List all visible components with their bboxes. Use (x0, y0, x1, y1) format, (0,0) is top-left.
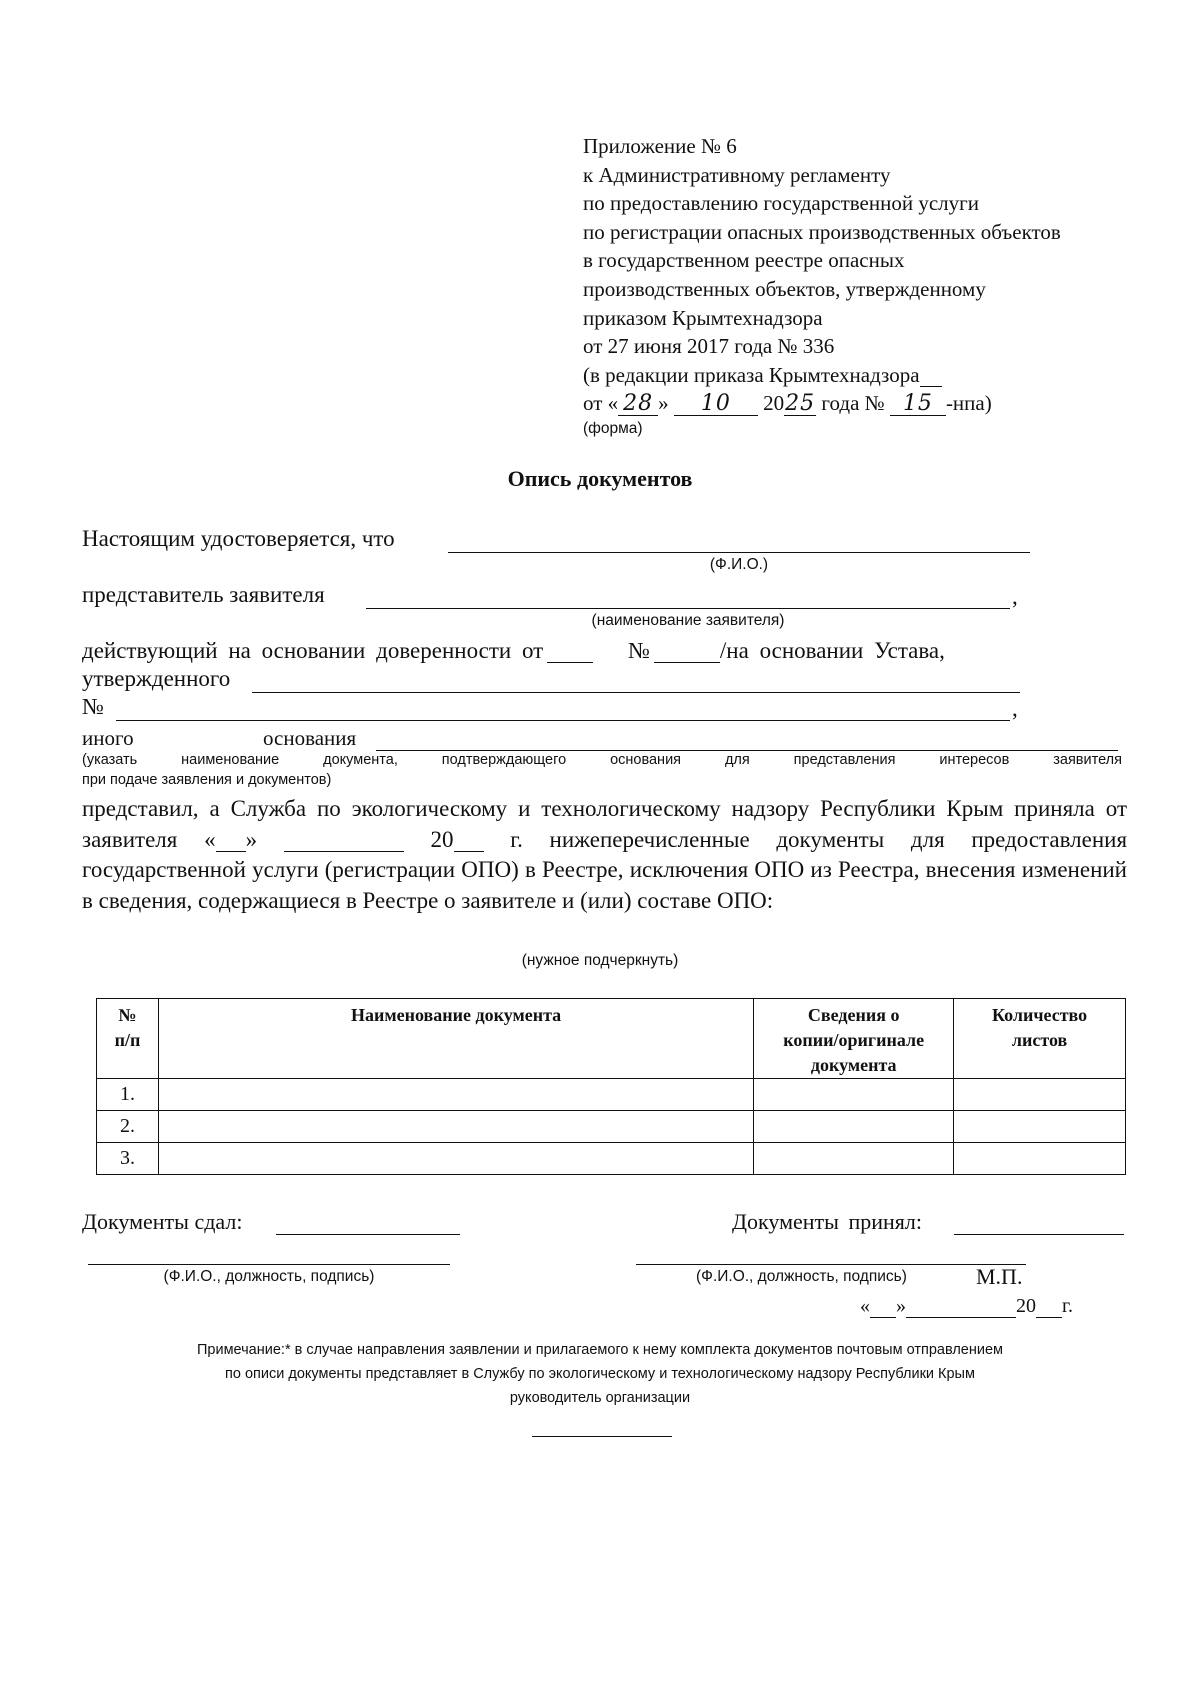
footnote-line: по описи документы представляет в Службу по экологическому и технологическому надзору Республики Крым (225, 1366, 975, 1382)
other-word-2: основания (263, 726, 357, 750)
row-number: 2. (97, 1111, 159, 1143)
order-year-prefix: 20 (763, 391, 785, 416)
documents-table (96, 998, 1126, 1175)
header-line: в государственном реестре опасных (583, 248, 905, 273)
attorney-date-field[interactable] (547, 640, 593, 663)
header-line: производственных объектов, утвержденному (583, 276, 986, 301)
order-suffix: -нпа) (945, 391, 992, 416)
table-row (97, 1079, 1126, 1111)
document-name-cell[interactable] (158, 1111, 753, 1143)
date-day-field[interactable] (870, 1295, 896, 1318)
other-word-1: иного (82, 726, 134, 750)
submitted-label: Документы сдал: (82, 1209, 243, 1234)
order-year: 25 (785, 391, 816, 417)
header-line: по регистрации опасных производственных объектов (583, 219, 1061, 244)
sheets-count-cell[interactable] (954, 1079, 1126, 1111)
order-mid: » (658, 391, 669, 416)
order-date-line (583, 389, 1163, 418)
accepted-fio-line[interactable] (636, 1264, 1026, 1265)
order-num-label: года № (821, 391, 885, 416)
copy-original-cell[interactable] (754, 1111, 954, 1143)
number-sign: № (627, 638, 650, 663)
paragraph-part-1: представил, а Служба по экологическому и технологическому надзору Республики Крым приняла от заявителя « (82, 796, 1127, 852)
charter-text: /на основании Устава, (719, 638, 945, 663)
order-month: 10 (674, 393, 758, 416)
footnote-line: Примечание:* в случае направления заявлении и прилагаемого к нему комплекта документов почтовым отправлением (196, 1342, 1004, 1358)
col-copy-header-line2: копии/оригинале (783, 1030, 925, 1050)
number-label: № (82, 694, 104, 719)
footnote (0, 1338, 1200, 1410)
copy-original-cell[interactable] (754, 1079, 954, 1111)
accepted-label: Документы принял: (732, 1209, 922, 1234)
footnote-line: руководитель организации (509, 1390, 691, 1406)
copy-original-cell[interactable] (754, 1143, 954, 1175)
date-suffix: г. (1062, 1295, 1073, 1317)
header-block (583, 132, 1163, 440)
row-number: 3. (97, 1143, 159, 1175)
fio-line[interactable] (448, 552, 1030, 553)
basis-note: (указать наименование документа, подтверждающего основания для представления интересов заявителя (82, 752, 1122, 768)
accepted-caption: (Ф.И.О., должность, подпись) (696, 1268, 907, 1285)
accept-month-field[interactable] (284, 829, 404, 852)
col-copy-header-line1: Сведения о (807, 1005, 900, 1025)
col-number-header-line2: п/п (114, 1030, 141, 1050)
paragraph-part-4: г. нижеперечисленные документы для предоставления государственной услуги (регистрации ОПО) в Реестре, исключения ОПО из Реестра, внесения изменений в сведения, содержащиеся в Реестре о заявителе и (или) составе ОПО: (82, 826, 1128, 913)
submitted-caption: (Ф.И.О., должность, подпись) (163, 1268, 375, 1285)
header-line: по предоставлению государственной услуги (583, 191, 979, 216)
accept-day-field[interactable] (216, 829, 246, 852)
accepted-signature-line[interactable] (954, 1234, 1124, 1235)
acceptance-date (860, 1295, 1073, 1318)
date-month-field[interactable] (906, 1295, 1016, 1318)
date-year: 20 (1016, 1295, 1036, 1317)
submitted-fio-line[interactable] (88, 1264, 450, 1265)
table-row (97, 1111, 1126, 1143)
basis-note-2: при подаче заявления и документов) (82, 772, 332, 788)
header-line (583, 361, 1163, 390)
paragraph-part-2: » (245, 826, 258, 852)
date-year-field[interactable] (1036, 1295, 1062, 1318)
order-prefix: от « (583, 391, 619, 416)
approved-line[interactable] (252, 692, 1020, 693)
seal-label: М.П. (976, 1264, 1023, 1289)
col-copy-header (754, 999, 954, 1079)
blank-line (920, 364, 942, 387)
form-label: (форма) (583, 419, 643, 437)
applicant-line[interactable] (366, 608, 1010, 609)
order-day: 28 (618, 393, 658, 416)
col-sheets-header-line1: Количество (991, 1005, 1088, 1025)
basis-text: действующий на основании доверенности от (82, 638, 544, 663)
underline-note: (нужное подчеркнуть) (521, 952, 679, 969)
header-line: приказом Крымтехнадзора (583, 305, 823, 330)
document-title: Опись документов (507, 466, 693, 491)
representative-label: представитель заявителя (82, 582, 325, 607)
col-sheets-header (954, 999, 1126, 1079)
header-line: к Административному регламенту (583, 162, 891, 187)
paragraph-part-3: 20 (430, 826, 454, 852)
col-sheets-header-line2: листов (1011, 1030, 1068, 1050)
head-signature-line[interactable] (532, 1436, 672, 1437)
sheets-count-cell[interactable] (954, 1143, 1126, 1175)
comma: , (1012, 696, 1018, 721)
col-number-header-line1: № (118, 1005, 137, 1025)
attorney-number-field[interactable] (654, 640, 720, 663)
charter-number-line[interactable] (116, 720, 1010, 721)
certify-label: Настоящим удостоверяется, что (82, 526, 395, 551)
other-basis-line[interactable] (376, 750, 1118, 751)
comma: , (1012, 584, 1018, 609)
document-name-cell[interactable] (158, 1079, 753, 1111)
table-header-row (97, 999, 1126, 1079)
sheets-count-cell[interactable] (954, 1111, 1126, 1143)
date-close: » (896, 1295, 906, 1317)
submitted-signature-line[interactable] (276, 1234, 460, 1235)
accept-year-field[interactable] (454, 829, 484, 852)
row-number: 1. (97, 1079, 159, 1111)
basis-line (82, 636, 1127, 666)
date-open: « (860, 1295, 870, 1317)
col-number-header (97, 999, 159, 1079)
header-line: от 27 июня 2017 года № 336 (583, 334, 835, 359)
applicant-caption: (наименование заявителя) (591, 612, 785, 629)
order-number: 15 (890, 393, 946, 416)
fio-caption: (Ф.И.О.) (709, 556, 769, 573)
col-copy-header-line3: документа (810, 1055, 897, 1075)
document-name-cell[interactable] (158, 1143, 753, 1175)
main-paragraph (82, 794, 1127, 916)
approved-label: утвержденного (82, 666, 231, 691)
appendix-number: Приложение № 6 (583, 134, 737, 158)
header-line-text: (в редакции приказа Крымтехнадзора (583, 362, 920, 387)
table-row (97, 1143, 1126, 1175)
col-name-header: Наименование документа (158, 999, 753, 1079)
